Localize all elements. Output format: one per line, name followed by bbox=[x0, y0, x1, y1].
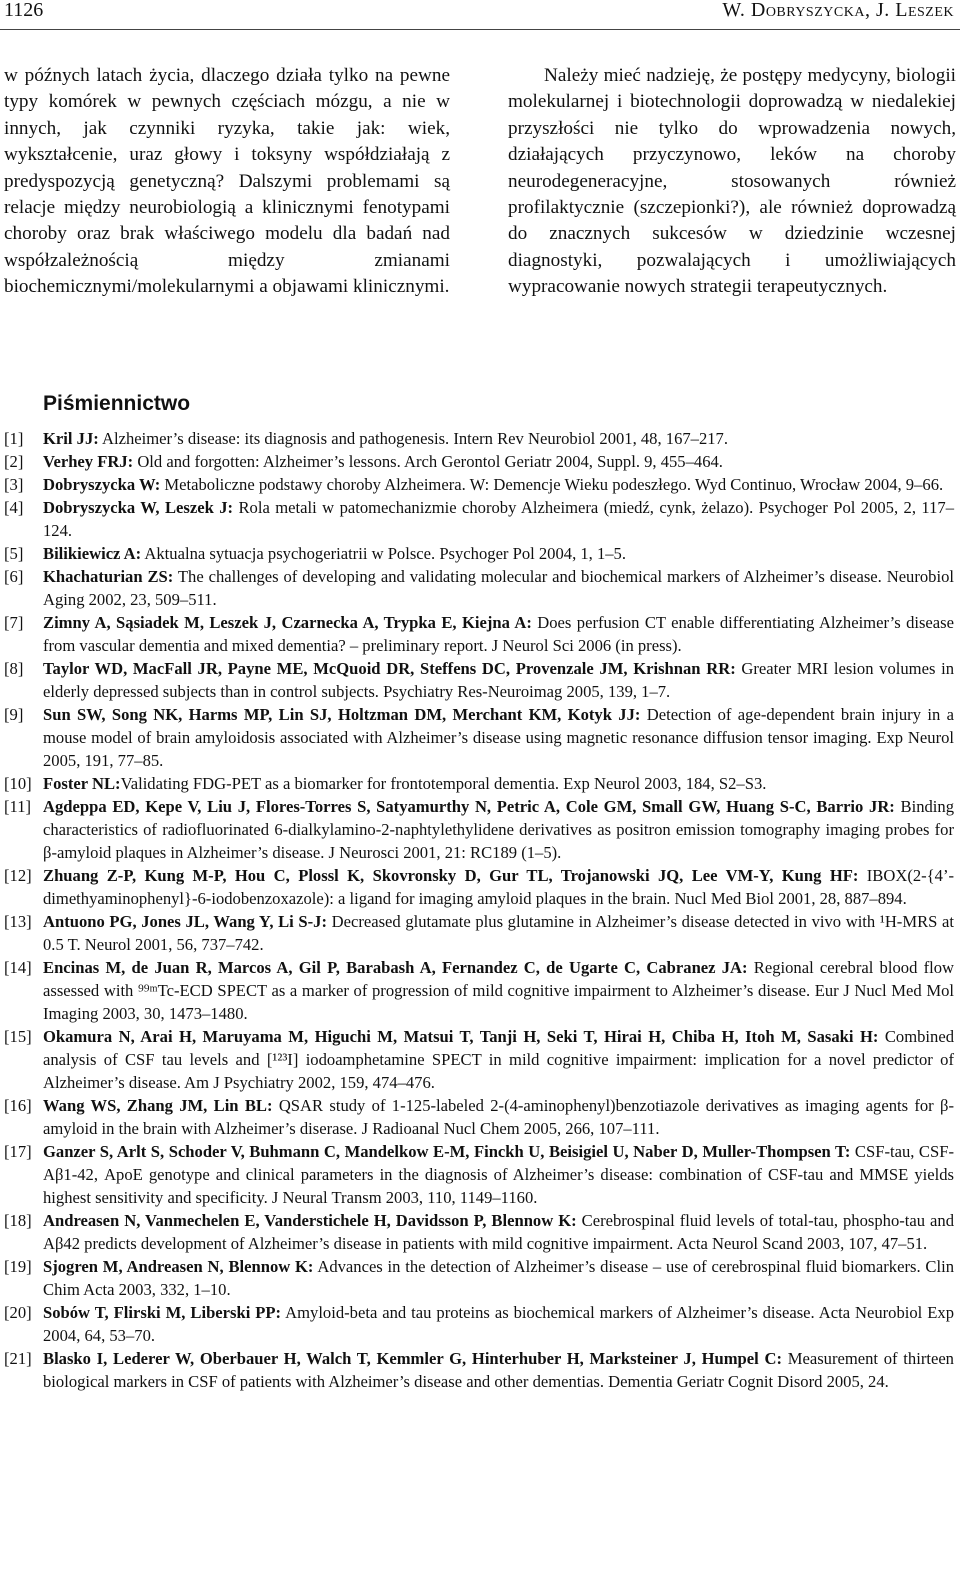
reference-item bbox=[4, 772, 954, 795]
reference-item bbox=[4, 427, 954, 450]
reference-text: Aktualna sytuacja psychogeriatrii w Polsce. Psychoger Pol 2004, 1, 1–5. bbox=[141, 544, 627, 563]
reference-text: Binding characteristics of radiofluorinated 6-dialkylamino-2-naphtylethylidene derivatives as positron emission tomography imaging probes for β-amyloid plaques in Alzheimer’s disease. J Neurosci 2001, 21: RC189 (1–5). bbox=[43, 797, 955, 862]
reference-text: CSF-tau, CSF-Aβ1-42, ApoE genotype and clinical parameters in the diagnosis of Alzheimer’s disease: combination of CSF-tau and MMSE yields highest sensitivity and specificity. J Neural Transm 2003, 110, 1149–1160. bbox=[43, 1142, 954, 1207]
reference-item bbox=[4, 1025, 954, 1094]
reference-number: [16] bbox=[4, 1096, 32, 1115]
reference-item bbox=[4, 795, 954, 864]
reference-text: Measurement of thirteen biological markers in CSF of patients with Alzheimer’s disease and other dementias. Dementia Geriatr Cognit Disord 2005, 24. bbox=[43, 1349, 954, 1391]
reference-text: Does perfusion CT enable differentiating Alzheimer’s disease from vascular dementia and mixed dementia? – preliminary report. J Neurol Sci 2006 (in press). bbox=[43, 613, 954, 655]
reference-item bbox=[4, 657, 954, 703]
reference-body bbox=[43, 703, 954, 772]
reference-number: [4] bbox=[4, 498, 24, 517]
reference-body bbox=[43, 772, 954, 795]
reference-authors: Encinas M, de Juan R, Marcos A, Gil P, Barabash A, Fernandez C, de Ugarte C, Cabranez JA: bbox=[43, 958, 748, 977]
reference-authors: Ganzer S, Arlt S, Schoder V, Buhmann C, Mandelkow E-M, Finckh U, Beisigiel U, Naber D, Muller-Thompsen T: bbox=[43, 1142, 851, 1161]
reference-item bbox=[4, 1140, 954, 1209]
reference-body bbox=[43, 542, 954, 565]
reference-body bbox=[43, 1209, 954, 1255]
reference-text: Greater MRI lesion volumes in elderly depressed subjects than in control subjects. Psychiatry Res-Neuroimag 2005, 139, 1–7. bbox=[43, 659, 954, 701]
reference-item bbox=[4, 611, 954, 657]
reference-authors: Blasko I, Lederer W, Oberbauer H, Walch T, Kemmler G, Hinterhuber H, Marksteiner J, Humpel C: bbox=[43, 1349, 782, 1368]
reference-item bbox=[4, 1255, 954, 1301]
reference-authors: Bilikiewicz A: bbox=[43, 544, 142, 563]
right-paragraph: Należy mieć nadzieję, że postępy medycyny, biologii molekularnej i biotechnologii doprowadzą w niedalekiej przyszłości nie tylko do wprowadzenia nowych, działających przyczynowo, leków na choroby neurodegeneracyjne, stosowanych również profilaktycznie (szczepionki?), ale również doprowadzą do znacznych sukcesów w dziedzinie wczesnej diagnostyki, pozwalających i umożliwiających wypracowanie nowych strategii terapeutycznych. bbox=[508, 65, 956, 298]
reference-authors: Dobryszycka W: bbox=[43, 475, 161, 494]
reference-authors: Dobryszycka W, Leszek J: bbox=[43, 498, 234, 517]
reference-number: [2] bbox=[4, 452, 24, 471]
reference-text: IBOX(2-{4’-dimethyaminophenyl}-6-iodobenzoxazole): a ligand for imaging amyloid plaques in the brain. Nucl Med Biol 2001, 28, 887–894. bbox=[43, 866, 954, 908]
reference-authors: Agdeppa ED, Kepe V, Liu J, Flores-Torres S, Satyamurthy N, Petric A, Cole GM, Small GW, Huang S-C, Barrio JR: bbox=[43, 797, 895, 816]
reference-authors: Zhuang Z-P, Kung M-P, Hou C, Plossl K, Skovronsky D, Gur TL, Trojanowski JQ, Lee VM-Y, Kung HF: bbox=[43, 866, 859, 885]
reference-authors: Khachaturian ZS: bbox=[43, 567, 174, 586]
reference-number: [12] bbox=[4, 866, 32, 885]
reference-body bbox=[43, 611, 954, 657]
reference-list bbox=[4, 427, 954, 1393]
reference-item bbox=[4, 1209, 954, 1255]
reference-body bbox=[43, 1301, 954, 1347]
reference-number: [8] bbox=[4, 659, 24, 678]
reference-number: [15] bbox=[4, 1027, 32, 1046]
reference-text: Regional cerebral blood flow assessed with ⁹⁹ᵐTc-ECD SPECT as a marker of progression of mild cognitive impairment to Alzheimer’s disease. Eur J Nucl Med Mol Imaging 2003, 30, 1473–1480. bbox=[43, 958, 954, 1023]
reference-authors: Wang WS, Zhang JM, Lin BL: bbox=[43, 1096, 273, 1115]
reference-text: Amyloid-beta and tau proteins as biochemical markers of Alzheimer’s disease. Acta Neurobiol Exp 2004, 64, 53–70. bbox=[43, 1303, 954, 1345]
reference-body bbox=[43, 1025, 954, 1094]
reference-text: Cerebrospinal fluid levels of total-tau, phospho-tau and Aβ42 predicts development of Alzheimer’s disease in patients with mild cognitive impairment. Acta Neurol Scand 2003, 107, 47–51. bbox=[43, 1211, 954, 1253]
reference-item bbox=[4, 910, 954, 956]
reference-authors: Kril JJ: bbox=[43, 429, 99, 448]
reference-body bbox=[43, 450, 954, 473]
reference-number: [10] bbox=[4, 774, 32, 793]
reference-authors: Taylor WD, MacFall JR, Payne ME, McQuoid DR, Steffens DC, Provenzale JM, Krishnan RR: bbox=[43, 659, 736, 678]
reference-authors: Sobów T, Flirski M, Liberski PP: bbox=[43, 1303, 282, 1322]
reference-text: Validating FDG-PET as a biomarker for frontotemporal dementia. Exp Neurol 2003, 184, S2–S3. bbox=[120, 774, 767, 793]
reference-body bbox=[43, 496, 954, 542]
reference-authors: Sun SW, Song NK, Harms MP, Lin SJ, Holtzman DM, Merchant KM, Kotyk JJ: bbox=[43, 705, 641, 724]
reference-number: [13] bbox=[4, 912, 32, 931]
reference-authors: Foster NL: bbox=[43, 774, 121, 793]
reference-number: [1] bbox=[4, 429, 24, 448]
reference-body bbox=[43, 427, 954, 450]
page-number: 1126 bbox=[4, 0, 44, 21]
reference-item bbox=[4, 473, 954, 496]
reference-body bbox=[43, 565, 954, 611]
reference-text: Combined analysis of CSF tau levels and [¹²³I] iodoamphetamine SPECT in mild cognitive impairment: implication for a novel predictor of Alzheimer’s disease. Am J Psychiatry 2002, 159, 474–476. bbox=[43, 1027, 954, 1092]
reference-number: [20] bbox=[4, 1303, 32, 1322]
reference-text: Advances in the detection of Alzheimer’s disease – use of cerebrospinal fluid biomarkers. Clin Chim Acta 2003, 332, 1–10. bbox=[43, 1257, 954, 1299]
reference-authors: Verhey FRJ: bbox=[43, 452, 134, 471]
reference-number: [19] bbox=[4, 1257, 32, 1276]
reference-body bbox=[43, 956, 954, 1025]
reference-number: [17] bbox=[4, 1142, 32, 1161]
reference-text: Alzheimer’s disease: its diagnosis and pathogenesis. Intern Rev Neurobiol 2001, 48, 167–217. bbox=[98, 429, 728, 448]
reference-body bbox=[43, 1255, 954, 1301]
reference-item bbox=[4, 1347, 954, 1393]
body-left-column bbox=[4, 63, 450, 301]
reference-body bbox=[43, 1347, 954, 1393]
reference-number: [18] bbox=[4, 1211, 32, 1230]
reference-body bbox=[43, 864, 954, 910]
reference-text: Rola metali w patomechanizmie choroby Alzheimera (miedź, cynk, żelazo). Psychoger Pol 2005, 2, 117–124. bbox=[43, 498, 955, 540]
reference-text: Decreased glutamate plus glutamine in Alzheimer’s disease detected in vivo with ¹H-MRS at 0.5 T. Neurol 2001, 56, 737–742. bbox=[43, 912, 954, 954]
reference-item bbox=[4, 1301, 954, 1347]
reference-body bbox=[43, 473, 954, 496]
reference-body bbox=[43, 1140, 954, 1209]
reference-item bbox=[4, 542, 954, 565]
reference-authors: Antuono PG, Jones JL, Wang Y, Li S-J: bbox=[43, 912, 327, 931]
reference-text: QSAR study of 1-125-labeled 2-(4-aminophenyl)benzotiazole derivatives as imaging agents for β-amyloid in the brain with Alzheimer’s diserase. J Radioanal Nucl Chem 2005, 266, 107–111. bbox=[43, 1096, 954, 1138]
reference-number: [6] bbox=[4, 567, 24, 586]
reference-number: [5] bbox=[4, 544, 24, 563]
reference-body bbox=[43, 910, 954, 956]
reference-item bbox=[4, 956, 954, 1025]
reference-authors: Zimny A, Sąsiadek M, Leszek J, Czarnecka A, Trypka E, Kiejna A: bbox=[43, 613, 532, 632]
reference-body bbox=[43, 657, 954, 703]
reference-body bbox=[43, 795, 954, 864]
reference-number: [7] bbox=[4, 613, 24, 632]
reference-text: Old and forgotten: Alzheimer’s lessons. Arch Gerontol Geriatr 2004, Suppl. 9, 455–464. bbox=[133, 452, 723, 471]
reference-number: [21] bbox=[4, 1349, 32, 1368]
references-title: Piśmiennictwo bbox=[43, 392, 191, 415]
reference-item bbox=[4, 450, 954, 473]
page-header bbox=[0, 0, 960, 24]
left-paragraph: w późnych latach życia, dlaczego działa tylko na pewne typy komórek w pewnych częściach mózgu, a nie w innych, jak czynniki ryzyka, takie jak: wiek, wykształcenie, uraz głowy i toksyny współdziałają z predyspozycją genetyczną? Dalszymi problemami są relacje między neurobiologią a klinicznymi fenotypami choroby oraz brak właściwego modelu dla badań nad współzależnością między zmianami biochemicznymi/molekularnymi a objawami klinicznymi. bbox=[4, 65, 450, 298]
reference-item bbox=[4, 864, 954, 910]
running-head: W. Dobryszycka, J. Leszek bbox=[722, 0, 954, 21]
reference-text: Metaboliczne podstawy choroby Alzheimera. W: Demencje Wieku podeszłego. Wyd Continuo, Wrocław 2004, 9–66. bbox=[160, 475, 944, 494]
reference-item bbox=[4, 565, 954, 611]
reference-body bbox=[43, 1094, 954, 1140]
reference-authors: Andreasen N, Vanmechelen E, Vanderstichele H, Davidsson P, Blennow K: bbox=[43, 1211, 577, 1230]
reference-item bbox=[4, 496, 954, 542]
reference-number: [14] bbox=[4, 958, 32, 977]
header-rule bbox=[0, 29, 960, 30]
reference-item bbox=[4, 703, 954, 772]
reference-number: [11] bbox=[4, 797, 32, 816]
reference-authors: Okamura N, Arai H, Maruyama M, Higuchi M, Matsui T, Tanji H, Seki T, Hirai H, Chiba H, Itoh M, Sasaki H: bbox=[43, 1027, 879, 1046]
reference-item bbox=[4, 1094, 954, 1140]
reference-authors: Sjogren M, Andreasen N, Blennow K: bbox=[43, 1257, 314, 1276]
reference-text: The challenges of developing and validating molecular and biochemical markers of Alzheimer’s disease. Neurobiol Aging 2002, 23, 509–511. bbox=[43, 567, 954, 609]
reference-number: [3] bbox=[4, 475, 24, 494]
reference-number: [9] bbox=[4, 705, 24, 724]
body-right-column bbox=[508, 63, 956, 301]
reference-text: Detection of age-dependent brain injury in a mouse model of brain amyloidosis associated with Alzheimer’s disease using magnetic resonance diffusion tensor imaging. Exp Neurol 2005, 191, 77–85. bbox=[43, 705, 954, 770]
